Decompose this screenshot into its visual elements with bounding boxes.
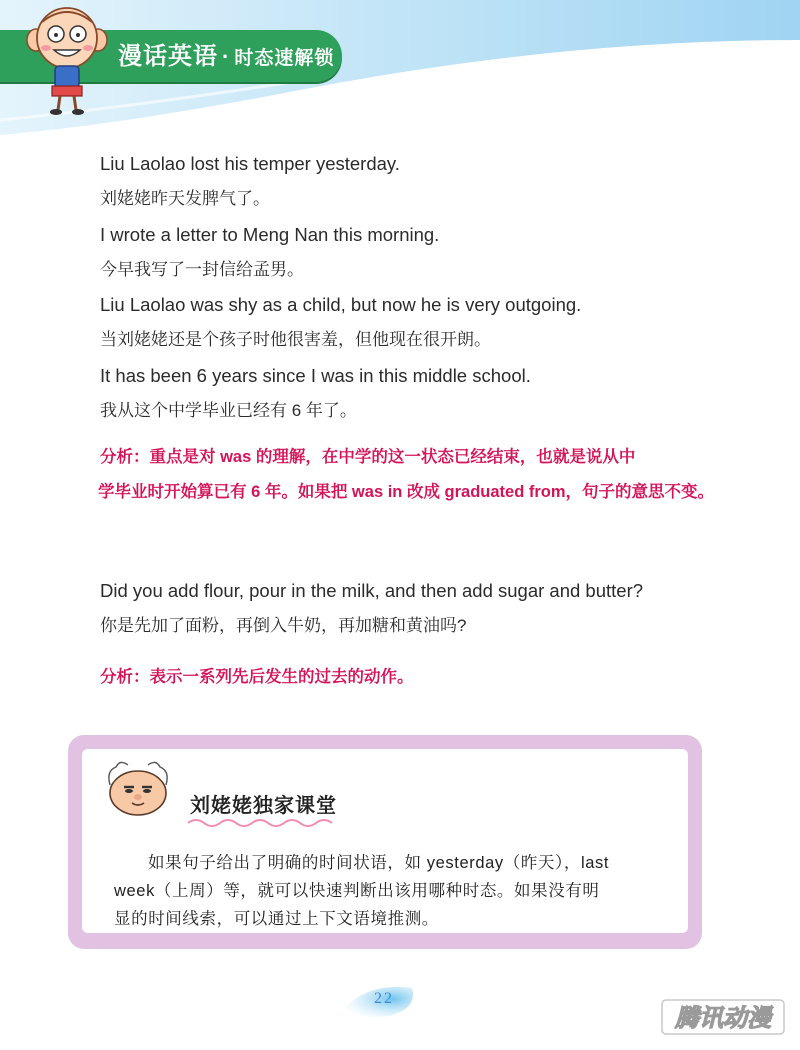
sentence-zh: 当刘姥姥还是个孩子时他很害羞，但他现在很开朗。 [100,330,491,350]
tip-title: 刘姥姥独家课堂 [190,795,337,817]
header-title-dot: · [222,44,231,69]
analysis-line: 学毕业时开始算已有 6 年。如果把 was in 改成 graduated from，句子的意思不变。 [98,483,715,501]
sentence-zh: 你是先加了面粉，再倒入牛奶，再加糖和黄油吗? [100,616,467,636]
header-title-sub: 时态速解锁 [234,48,335,69]
tip-line: week（上周）等，就可以快速判断出该用哪种时态。如果没有明 [114,882,600,900]
sentence-zh: 刘姥姥昨天发脾气了。 [100,189,270,209]
example-sentences-1 [100,146,740,428]
tip-body [114,849,672,933]
sentence-zh: 我从这个中学毕业已经有 6 年了。 [100,401,357,421]
sentence-en: Liu Laolao was shy as a child, but now he is very outgoing. [100,294,582,316]
sentence-en: Liu Laolao lost his temper yesterday. [100,153,400,174]
sentence-en: It has been 6 years since I was in this middle school. [100,364,531,386]
header-title-main: 漫话英语 [118,43,218,70]
svg-text:腾讯动漫: 腾讯动漫 [675,1004,771,1032]
tip-box [68,735,702,949]
analysis-note-2: 分析：表示一系列先后发生的过去的动作。 [100,668,414,686]
tip-line: 显的时间线索，可以通过上下文语境推测。 [114,910,439,928]
sentence-en: Did you add flour, pour in the milk, and then add sugar and butter? [100,580,644,601]
tip-line [114,849,672,877]
tip-title-underline-wave [186,817,336,829]
watermark-logo [660,996,786,1038]
tip-box-inner [82,749,688,933]
sentence-en: I wrote a letter to Meng Nan this morning. [100,223,440,245]
header-title [118,40,334,74]
tip-line-text: 如果句子给出了明确的时间状语，如 yesterday（昨天），last [148,854,610,872]
page-number: 22 [374,990,394,1007]
example-sentences-2 [100,573,740,644]
sentence-zh: 今早我写了一封信给孟男。 [100,259,304,279]
analysis-line: 分析：重点是对 was 的理解，在中学的这一状态已经结束，也就是说从中 [100,448,636,466]
grandpa-face-illustration [102,757,174,819]
mascot-illustration [22,4,112,116]
analysis-note-1 [98,440,715,510]
